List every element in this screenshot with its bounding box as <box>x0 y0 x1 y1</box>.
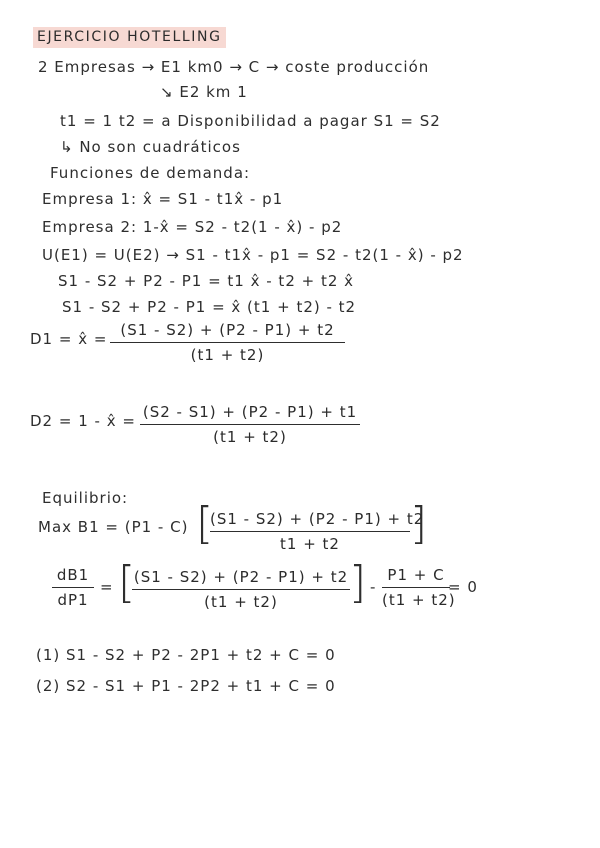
d2-fraction <box>140 403 360 446</box>
deriv-rhs: = 0 <box>448 578 478 596</box>
deriv-fraction <box>132 568 350 611</box>
deriv-lhs-fraction <box>52 566 94 609</box>
fraction-bar <box>140 424 360 425</box>
line-empresa1-eq: Empresa 1: x̂ = S1 - t1x̂ - p1 <box>42 190 284 208</box>
deriv-second-fraction <box>382 566 456 609</box>
d1-numerator: (S1 - S2) + (P2 - P1) + t2 <box>120 321 335 339</box>
line-despeje1: S1 - S2 + P2 - P1 = t1 x̂ - t2 + t2 x̂ <box>58 272 355 290</box>
line-utilidad-eq: U(E1) = U(E2) → S1 - t1x̂ - p1 = S2 - t2(1 - x̂) - p2 <box>42 246 464 264</box>
line-parametros: t1 = 1 t2 = a Disponibilidad a pagar S1 = S2 <box>60 112 441 130</box>
d2-numerator: (S2 - S1) + (P2 - P1) + t1 <box>142 403 358 421</box>
maxb-fraction <box>210 510 425 553</box>
exercise-title: EJERCICIO HOTELLING <box>33 27 226 48</box>
left-bracket: [ <box>196 498 214 549</box>
line-empresa2-eq: Empresa 2: 1-x̂ = S2 - t2(1 - x̂) - p2 <box>42 218 343 236</box>
fraction-bar <box>382 587 450 588</box>
fraction-bar <box>110 342 345 343</box>
line-no-cuadraticos: ↳ No son cuadráticos <box>60 138 241 156</box>
deriv-second-denominator: (t1 + t2) <box>382 591 456 609</box>
line-despeje2: S1 - S2 + P2 - P1 = x̂ (t1 + t2) - t2 <box>62 298 357 316</box>
deriv-minus: - <box>370 578 377 596</box>
line-funciones-demanda: Funciones de demanda: <box>50 164 251 182</box>
right-bracket: ] <box>349 557 367 608</box>
line-equation-1: (1) S1 - S2 + P2 - 2P1 + t2 + C = 0 <box>36 646 336 664</box>
d1-lhs: D1 = x̂ = <box>30 330 108 348</box>
deriv-second-numerator: P1 + C <box>387 566 445 584</box>
fraction-bar <box>132 589 350 590</box>
line-equation-2: (2) S2 - S1 + P1 - 2P2 + t1 + C = 0 <box>36 677 336 695</box>
right-bracket: ] <box>410 498 428 549</box>
left-bracket: [ <box>118 557 136 608</box>
maxb-lhs: Max B1 = (P1 - C) <box>38 518 189 536</box>
fraction-bar <box>210 531 410 532</box>
d1-fraction <box>110 321 345 364</box>
d2-lhs: D2 = 1 - x̂ = <box>30 412 136 430</box>
line-equilibrio: Equilibrio: <box>42 489 129 507</box>
maxb-denominator: t1 + t2 <box>280 535 340 553</box>
deriv-lhs-denominator: dP1 <box>57 591 89 609</box>
d1-denominator: (t1 + t2) <box>190 346 265 364</box>
line-empresas: 2 Empresas → E1 km0 → C → coste producción <box>38 58 430 76</box>
fraction-bar <box>52 587 94 588</box>
deriv-denominator: (t1 + t2) <box>204 593 278 611</box>
d2-denominator: (t1 + t2) <box>213 428 287 446</box>
deriv-lhs-numerator: dB1 <box>56 566 90 584</box>
line-empresa2: ↘ E2 km 1 <box>160 83 248 101</box>
deriv-numerator: (S1 - S2) + (P2 - P1) + t2 <box>133 568 349 586</box>
maxb-numerator: (S1 - S2) + (P2 - P1) + t2 <box>210 510 425 528</box>
deriv-equals: = <box>100 578 114 596</box>
